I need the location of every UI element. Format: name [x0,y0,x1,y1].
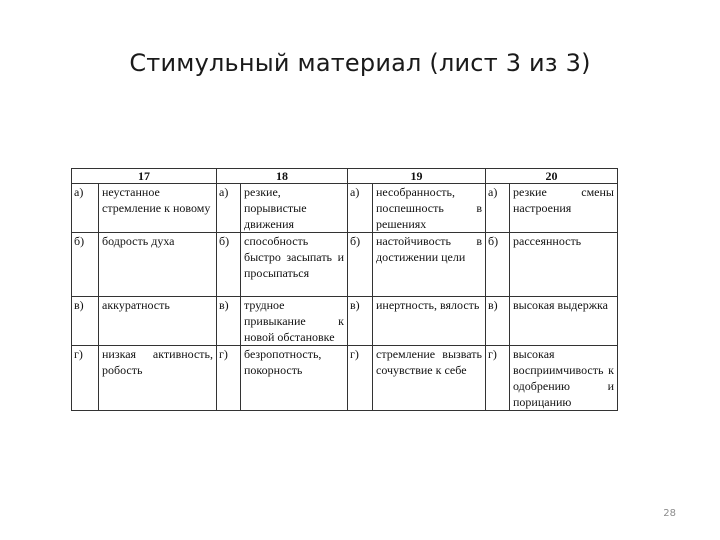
option-text: резкие, порывистые движения [241,184,348,233]
option-letter: б) [348,233,373,297]
option-text: безропотность, покорность [241,346,348,411]
option-text: низкая активность, робость [99,346,217,411]
option-letter: в) [486,297,510,346]
option-letter: б) [217,233,241,297]
option-text: бодрость духа [99,233,217,297]
table-row-b [72,233,618,297]
header-cell-20: 20 [486,169,618,184]
table-row-a [72,184,618,233]
option-letter: б) [486,233,510,297]
option-letter: в) [72,297,99,346]
option-text: рассеянность [510,233,618,297]
option-letter: г) [348,346,373,411]
page-number: 28 [663,508,676,519]
option-text: настойчивость в достижении цели [373,233,486,297]
option-text: стремление вызвать сочувствие к себе [373,346,486,411]
slide-title: Стимульный материал (лист 3 из 3) [129,49,591,77]
option-letter: г) [72,346,99,411]
option-text: трудное привыкание к новой обстановке [241,297,348,346]
option-letter: а) [486,184,510,233]
option-text: высокая восприимчивость к одобрению и порицанию [510,346,618,411]
option-letter: а) [348,184,373,233]
header-cell-19: 19 [348,169,486,184]
option-letter: в) [348,297,373,346]
option-text: несобранность, поспешность в решениях [373,184,486,233]
option-letter: б) [72,233,99,297]
option-text: инертность, вялость [373,297,486,346]
option-text: аккуратность [99,297,217,346]
header-cell-17: 17 [72,169,217,184]
option-text: высокая выдержка [510,297,618,346]
option-letter: в) [217,297,241,346]
option-letter: г) [217,346,241,411]
header-row [72,169,618,184]
option-text: способность быстро засыпать и просыпаться [241,233,348,297]
table-row-v [72,297,618,346]
table-row-g [72,346,618,411]
stimulus-table [71,168,618,411]
header-cell-18: 18 [217,169,348,184]
option-letter: г) [486,346,510,411]
option-letter: а) [217,184,241,233]
option-text: неустанное стремление к новому [99,184,217,233]
option-text: резкие смены настроения [510,184,618,233]
option-letter: а) [72,184,99,233]
